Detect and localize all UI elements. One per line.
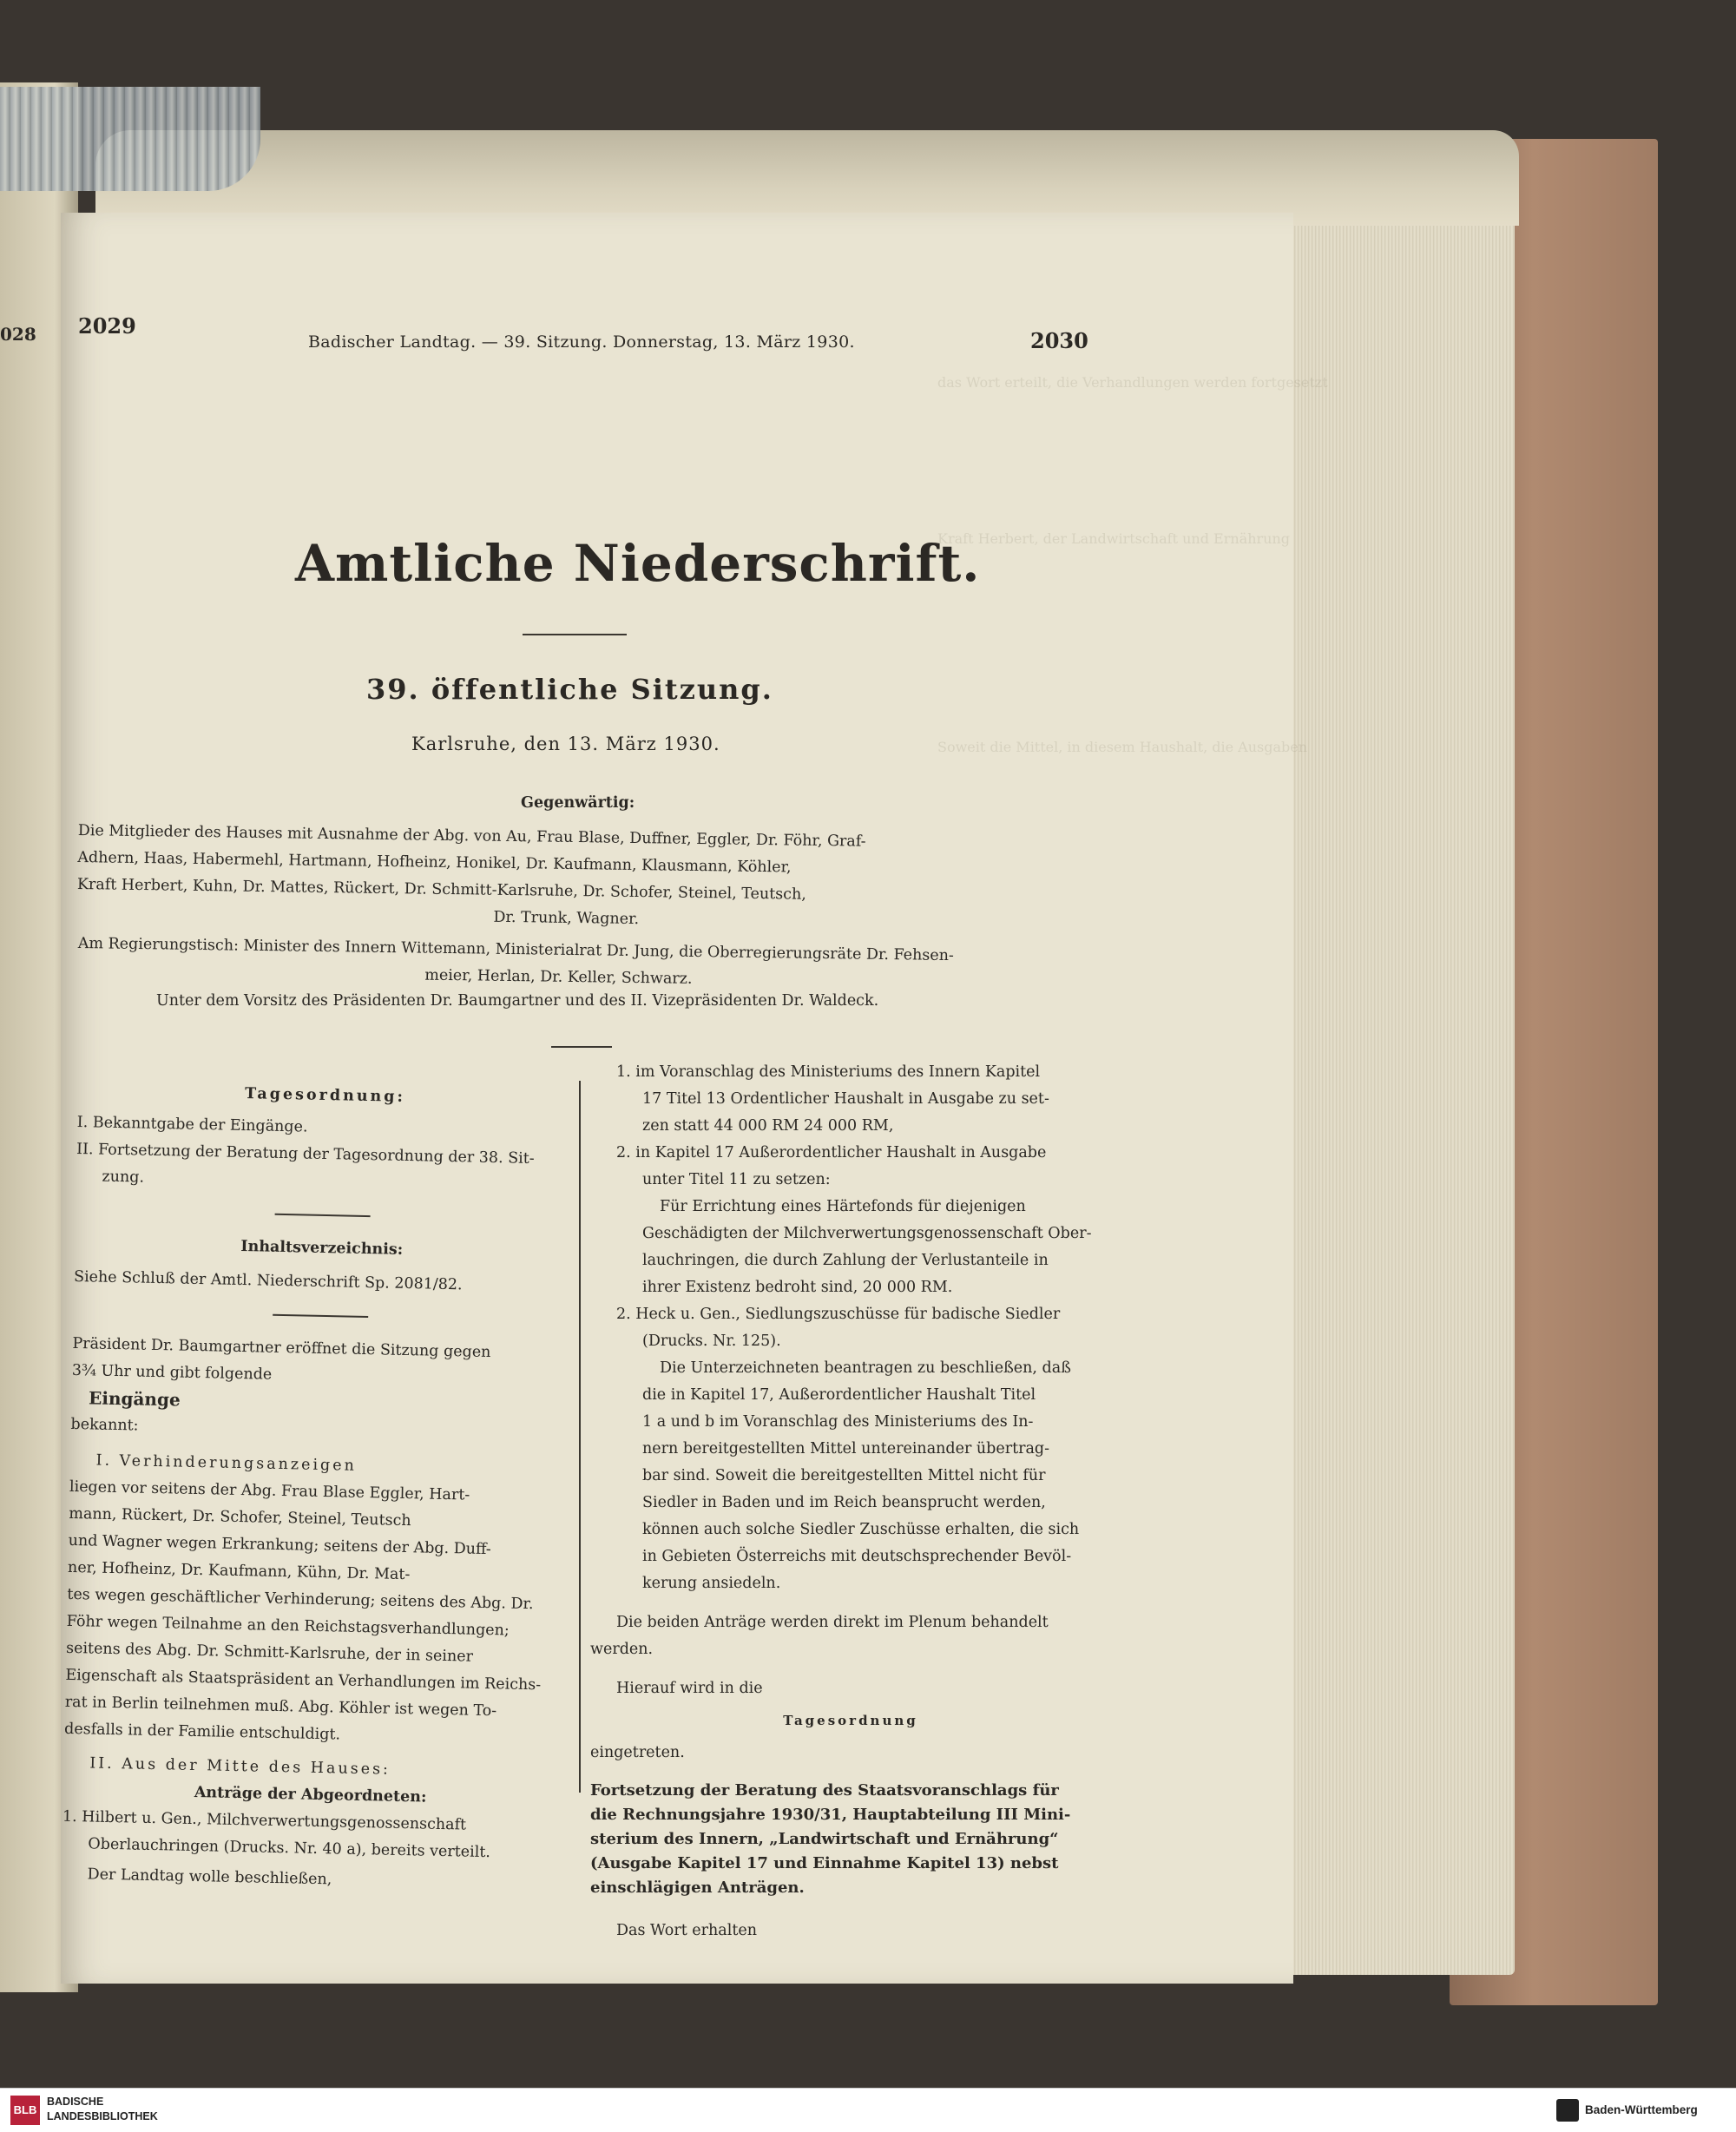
right-line: Die Unterzeichneten beantragen zu beschließen, daß (660, 1359, 1071, 1377)
main-page: das Wort erteilt, die Verhandlungen werden fortgesetzt Kraft Herbert, der Landwirtschaft und Ernährung Soweit die Mittel, in diesem Haushalt, die Ausgaben 2029 Badischer Landtag. — 39. Sitzung. Donnerstag, 13. März 1930. 2030 Amtliche Niederschrift. 39. öffentliche Sitzung. Karlsruhe, den 13. März 1930. Gegenwärtig: Die Mitglieder des Hauses mit Ausnahme der Abg. von Au, Frau Blase, Duffner, Eggler, Dr. Föhr, Graf- Adhern, Haas, Habermehl, Hartmann, Hofheinz, Honikel, Dr. Kaufmann, Klausmann, Köhler, Kraft Herbert, Kuhn, Dr. Mattes, Rückert, Dr. Schmitt-Karlsruhe, Dr. Schofer, Steinel, Teutsch, Dr. Trunk, Wagner. Am Regierungstisch: Minister des Innern Wittemann, Ministerialrat Dr. Jung, die Oberregierungsräte Dr. Fehsen- meier, Herlan, Dr. Keller, Schwarz. Unter dem Vorsitz des Präsidenten Dr. Baumgartner und des II. Vizepräsidenten Dr. Waldeck. Tagesordnung: I. Bekanntgabe der Eingänge. II. Fortsetzung der Beratung der Tagesordnung der 38. Sit- zung. Inhaltsverzeichnis: Siehe Schluß der Amtl. Niederschrift Sp. 2081/82. Präsident Dr. Baumgartner eröffnet die Sitzung gegen 3¾ Uhr und gibt folgende Eingänge bekannt: I. Verhinderungsanzeigen liegen vor seitens der Abg. Frau Blase Eggler, Hart- mann, Rückert, Dr. Schofer, Steinel, Teutsch und Wagner wegen Erkrankung; seitens der Abg. Duff- ner, Hofheinz, Dr. Kaufmann, Kühn, Dr. Mat- tes wegen geschäftlicher Verhinderung; seitens des Abg. Dr. Föhr wegen Teilnahme an den Reichstagsverhandlungen; seitens des Abg. Dr. Schmitt-Karlsruhe, der in seiner Eigenschaft als Staatspräsident an Verhandlungen im Reichs- rat in Berlin teilnehmen muß. Abg. Köhler ist wegen To- desfalls in der Familie entschuldigt. II. Aus der Mitte des Hauses: Anträge der Abgeordneten: 1. Hilbert u. Gen., Milchverwertungsgenossenschaft Oberlauchringen (Drucks. Nr. 40 a), bereits verteilt. Der Landtag wolle beschließen, 1. im Voranschlag des Ministeriums des Innern Kapitel 17 Titel 13 Ordentlicher Haushalt in Ausgabe zu set- zen statt 44 000 RM 24 000 RM, 2. in Kapitel 17 Außerordentlicher Haushalt in Ausgabe unter Titel 11 zu setzen: Für Errichtung eines Härtefonds für diejenigen Geschädigten der Milchverwertungsgenossenschaft Ober- lauchringen, die durch Zahlung der Verlustanteile in ihrer Existenz bedroht sind, 20 000 RM. 2. Heck u. Gen., Siedlungszuschüsse für badische Siedler (Drucks. Nr. 125). Die Unterzeichneten beantragen zu beschließen, daß die in Kapitel 17, Außerordentlicher Haushalt Titel 1 a und b im Voranschlag des Ministeriums des In- nern bereitgestellten Mittel untereinander übertrag- bar sind. Soweit die bereitgestellten Mittel nicht für Siedler in Baden und im Reich beansprucht werden, können auch solche Siedler Zuschüsse erhalten, die sich in Gebieten Österreichs mit deutschsprechender Bevöl- kerung ansiedeln. Die beiden Anträge werden direkt im Plenum behandelt werden. Hierauf wird in die Tagesordnung eingetreten. Fortsetzung der Beratung des Staatsvoranschlags für die Rechnungsjahre 1930/31, Hauptabteilung III Mini- sterium des Innern, „Landwirtschaft und Ernährung“ (Ausgabe Kapitel 17 und Einnahme Kapitel 13) nebst einschlägigen Anträgen. Das Wort erhalten (61, 213, 1293, 1984)
session-subtitle: 39. öffentliche Sitzung. (366, 673, 773, 706)
chair-line: Unter dem Vorsitz des Präsidenten Dr. Baumgartner und des II. Vizepräsidenten Dr. Waldeck. (156, 992, 879, 1010)
right-line: 2. in Kapitel 17 Außerordentlicher Haushalt in Ausgabe (616, 1144, 1047, 1161)
antrag1-line: 1. Hilbert u. Gen., Milchverwertungsgenossenschaft (62, 1807, 467, 1834)
agenda-item: II. Fortsetzung der Beratung der Tagesordnung der 38. Sit- (76, 1140, 535, 1168)
right-line: Siedler in Baden und im Reich beansprucht werden, (642, 1494, 1046, 1511)
bold-line: (Ausgabe Kapitel 17 und Einnahme Kapitel 13) nebst (590, 1854, 1059, 1872)
bold-line: Fortsetzung der Beratung des Staatsvoranschlags für (590, 1781, 1059, 1800)
present-line: Kraft Herbert, Kuhn, Dr. Mattes, Rückert, Dr. Schmitt-Karlsruhe, Dr. Schofer, Steinel, Teutsch, (76, 875, 807, 904)
index-heading: Inhaltsverzeichnis: (240, 1237, 404, 1259)
right-line: in Gebieten Österreichs mit deutschsprechender Bevöl- (642, 1548, 1072, 1565)
eingetreten-line: eingetreten. (590, 1744, 685, 1761)
left-edge-page-number: 028 (0, 324, 36, 345)
right-line: zen statt 44 000 RM 24 000 RM, (642, 1117, 894, 1135)
present-line: Adhern, Haas, Habermehl, Hartmann, Hofheinz, Honikel, Dr. Kaufmann, Klausmann, Köhler, (77, 848, 792, 877)
document-title: Amtliche Niederschrift. (295, 534, 981, 593)
right-line: die in Kapitel 17, Außerordentlicher Haushalt Titel (642, 1386, 1036, 1404)
gov-line: meier, Herlan, Dr. Keller, Schwarz. (424, 966, 693, 988)
eingaenge-heading: Eingänge (88, 1387, 181, 1411)
spine-binding (0, 87, 260, 191)
antraege-heading: Anträge der Abgeordneten: (194, 1783, 427, 1806)
right-line: nern bereitgestellten Mittel untereinander übertrag- (642, 1440, 1050, 1458)
section1-line: Eigenschaft als Staatspräsident an Verhandlungen im Reichs- (65, 1666, 542, 1694)
antrag1-line: Oberlauchringen (Drucks. Nr. 40 a), bereits verteilt. (88, 1835, 491, 1862)
wort-line: Das Wort erhalten (616, 1922, 757, 1939)
right-line: Geschädigten der Milchverwertungsgenossenschaft Ober- (642, 1225, 1092, 1242)
section1-line: Föhr wegen Teilnahme an den Reichstagsverhandlungen; (66, 1612, 510, 1640)
present-line: Dr. Trunk, Wagner. (493, 908, 640, 929)
right-line: unter Titel 11 zu setzen: (642, 1171, 831, 1188)
right-line: 2. Heck u. Gen., Siedlungszuschüsse für badische Siedler (616, 1306, 1061, 1323)
agenda-item: zung. (102, 1168, 145, 1187)
bekannt-text: bekannt: (70, 1415, 139, 1435)
right-line: ihrer Existenz bedroht sind, 20 000 RM. (642, 1279, 953, 1296)
blb-logo-icon[interactable]: BLB (10, 2096, 40, 2125)
right-line: (Drucks. Nr. 125). (642, 1332, 781, 1350)
section1-line: mann, Rückert, Dr. Schofer, Steinel, Teutsch (69, 1504, 411, 1530)
government-bench (77, 931, 954, 997)
landtag-line: Der Landtag wolle beschließen, (87, 1866, 332, 1889)
right-line: lauchringen, die durch Zahlung der Verlustanteile in (642, 1252, 1049, 1269)
date-line: Karlsruhe, den 13. März 1930. (411, 734, 720, 754)
section1-line: und Wagner wegen Erkrankung; seitens der Abg. Duff- (68, 1531, 491, 1559)
right-line: können auch solche Siedler Zuschüsse erhalten, die sich (642, 1521, 1080, 1538)
section-rule (551, 1046, 612, 1048)
right-line: 17 Titel 13 Ordentlicher Haushalt in Ausgabe zu set- (642, 1090, 1049, 1108)
opening-line: 3¾ Uhr und gibt folgende (71, 1361, 273, 1384)
section1-line: liegen vor seitens der Abg. Frau Blase Eggler, Hart- (69, 1477, 470, 1504)
bold-line: sterium des Innern, „Landwirtschaft und Ernährung“ (590, 1830, 1059, 1848)
index-text: Siehe Schluß der Amtl. Niederschrift Sp. 2081/82. (73, 1267, 463, 1294)
title-rule (523, 634, 627, 635)
section1-line: rat in Berlin teilnehmen muß. Abg. Köhler ist wegen To- (64, 1693, 497, 1721)
present-line: Die Mitglieder des Hauses mit Ausnahme der Abg. von Au, Frau Blase, Duffner, Eggler, Dr. Föhr, Graf- (77, 821, 866, 851)
agenda-heading: Tagesordnung: (244, 1085, 406, 1106)
right-column (590, 1059, 1111, 1944)
agenda-rule (275, 1214, 371, 1217)
section1-heading: I. Verhinderungsanzeigen (95, 1451, 358, 1475)
running-head: Badischer Landtag. — 39. Sitzung. Donnerstag, 13. März 1930. (308, 332, 855, 352)
right-line: 1 a und b im Voranschlag des Ministeriums des In- (642, 1413, 1034, 1431)
right-line: kerung ansiedeln. (642, 1575, 781, 1592)
page-stack-edge (1285, 152, 1515, 1975)
right-line: bar sind. Soweit die bereitgestellten Mittel nicht für (642, 1467, 1046, 1484)
bold-line: einschlägigen Anträgen. (590, 1879, 805, 1897)
tagesordnung-label: Tagesordnung (783, 1713, 918, 1728)
state-name: Baden-Württemberg (1585, 2103, 1698, 2116)
section1-line: tes wegen geschäftlicher Verhinderung; seitens des Abg. Dr. (67, 1585, 534, 1614)
plenum-line: Die beiden Anträge werden direkt im Plenum behandelt (616, 1614, 1049, 1631)
right-line: Für Errichtung eines Härtefonds für diejenigen (660, 1198, 1026, 1215)
section1-line: ner, Hofheinz, Dr. Kaufmann, Kühn, Dr. Mat- (67, 1558, 411, 1584)
left-column (61, 1072, 573, 1898)
page-top-edge (95, 130, 1519, 226)
section1-line: seitens des Abg. Dr. Schmitt-Karlsruhe, der in seiner (65, 1639, 474, 1666)
present-heading: Gegenwärtig: (521, 794, 635, 812)
hierauf-line: Hierauf wird in die (616, 1680, 763, 1697)
index-rule (273, 1314, 368, 1318)
section1-line: desfalls in der Familie entschuldigt. (63, 1720, 341, 1744)
library-name-line1: BADISCHE (47, 2096, 104, 2108)
footer-bar (0, 2088, 1736, 2132)
section2-heading: II. Aus der Mitte des Hauses: (89, 1754, 391, 1779)
right-page-number: 2030 (1030, 328, 1088, 353)
bold-line: die Rechnungsjahre 1930/31, Hauptabteilung III Mini- (590, 1806, 1071, 1824)
opening-line: Präsident Dr. Baumgartner eröffnet die Sitzung gegen (72, 1334, 491, 1362)
agenda-item: I. Bekanntgabe der Eingänge. (76, 1113, 308, 1136)
plenum-line: werden. (590, 1641, 654, 1658)
library-name-line2: LANDESBIBLIOTHEK (47, 2110, 158, 2122)
present-list (76, 818, 866, 937)
gov-line: Am Regierungstisch: Minister des Innern Wittemann, Ministerialrat Dr. Jung, die Oberregierungsräte Dr. Fehsen- (77, 934, 955, 965)
state-crest-icon[interactable] (1556, 2099, 1579, 2122)
right-line: 1. im Voranschlag des Ministeriums des Innern Kapitel (616, 1063, 1041, 1081)
left-page-number: 2029 (78, 313, 136, 339)
column-divider (579, 1081, 581, 1793)
